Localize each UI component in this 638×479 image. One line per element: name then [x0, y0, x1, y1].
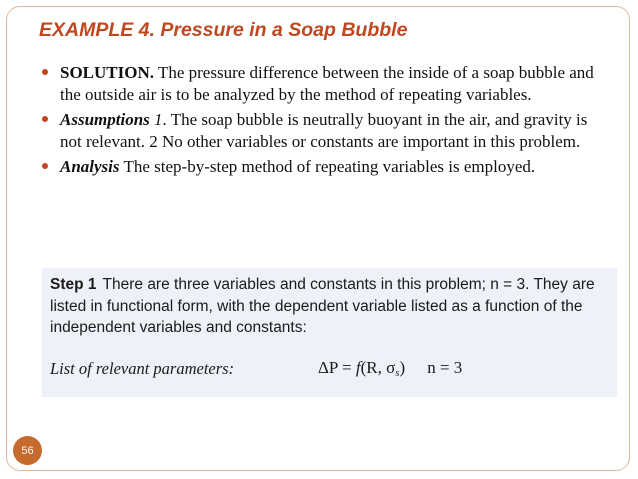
- bullet-dot-icon: [42, 116, 48, 122]
- step-paragraph: [50, 274, 616, 339]
- slide-title: EXAMPLE 4. Pressure in a Soap Bubble: [39, 19, 408, 41]
- solution-text: The pressure difference between the inside of a soap bubble and the outside air is to be analyzed by the method of repeating variables.: [60, 63, 594, 104]
- equation-subscript: s: [395, 367, 400, 379]
- page-number-badge: 56: [13, 436, 42, 465]
- assumptions-text: . The soap bubble is neutrally buoyant in the air, and gravity is not relevant. 2 No other variables or constants are important in this problem.: [60, 110, 588, 151]
- bullet-dot-icon: [42, 69, 48, 75]
- textbook-excerpt: [42, 268, 617, 397]
- bullet-dot-icon: [42, 163, 48, 169]
- step-label: Step 1: [50, 276, 97, 293]
- bullet-solution: [42, 62, 604, 105]
- bullet-assumptions: [42, 109, 604, 152]
- params-label: List of relevant parameters:: [50, 359, 235, 378]
- solution-lead: SOLUTION.: [60, 63, 154, 82]
- equation: [318, 358, 462, 379]
- equation-lhs: ΔP =: [318, 358, 356, 377]
- analysis-lead: Analysis: [60, 157, 120, 176]
- equation-close: ): [399, 358, 406, 377]
- bullet-analysis: [42, 156, 604, 178]
- analysis-text: The step-by-step method of repeating variables is employed.: [123, 157, 536, 176]
- equation-args: (R, σ: [360, 358, 396, 377]
- equation-n: n = 3: [427, 358, 463, 377]
- step-text: There are three variables and constants in this problem; n = 3. They are listed in functional form, with the dependent variable listed as a function of the independent variables and constants:: [50, 276, 595, 336]
- equation-func: f: [355, 358, 361, 377]
- bullet-list: [42, 62, 604, 182]
- assumptions-lead: Assumptions: [60, 110, 150, 129]
- assumptions-number: 1: [154, 110, 163, 129]
